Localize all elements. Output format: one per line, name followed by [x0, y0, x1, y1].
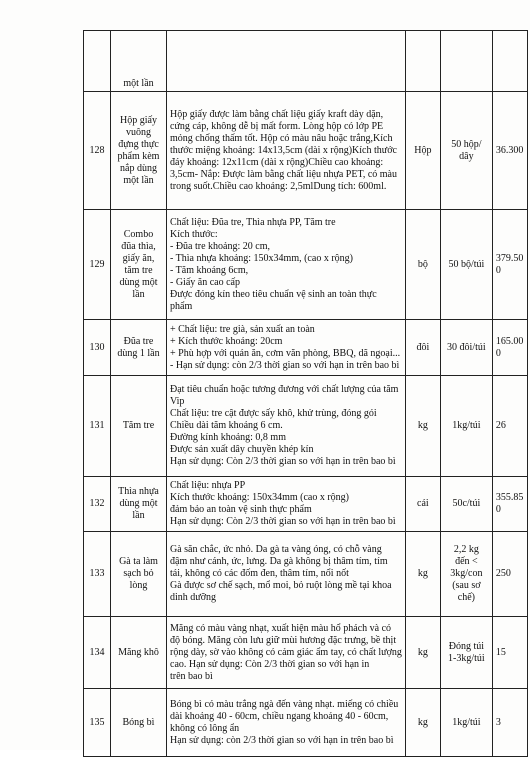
desc-line: độ bóng. Măng còn lưu giữ mùi hương đặc trưng, bề thịt [170, 634, 397, 646]
desc-line: Măng có màu vàng nhạt, xuất hiện màu hổ phách và có [170, 622, 392, 634]
spec-line: đến < [455, 556, 478, 567]
spec-line: 1kg/túi [452, 420, 481, 431]
name-line: đũa thìa, [121, 240, 156, 252]
row-number: 128 [84, 92, 111, 210]
product-name [111, 689, 167, 757]
name-line: tăm tre [124, 264, 153, 276]
name-line: Bóng bì [122, 716, 155, 728]
spec-line: 30 đôi/túi [447, 341, 486, 353]
table-row [84, 31, 528, 92]
unit-price [492, 31, 527, 92]
table-row [84, 376, 528, 477]
desc-line: trên bao bì [170, 670, 213, 682]
unit: kg [405, 617, 440, 689]
desc-line: Hạn sử dụng: còn 2/3 thời gian so với hạn in trên bao bì [170, 734, 394, 746]
name-line: lòng [129, 580, 148, 591]
desc-line: Vip [170, 396, 185, 407]
desc-line: + Phù hợp với quán ăn, cơm văn phòng, BBQ, dã ngoại... [170, 347, 401, 359]
unit: đôi [405, 320, 440, 376]
desc-line: Kích thước: [170, 228, 218, 240]
spec-line: dây [459, 150, 474, 162]
name-line: vuông [126, 126, 151, 138]
unit: cái [405, 477, 440, 532]
desc-line: dài khoảng 40 - 60cm, chiều ngang khoảng 40 - 60cm, [170, 710, 389, 722]
table-row [84, 477, 528, 532]
product-description [167, 376, 406, 477]
packing-spec [440, 92, 492, 210]
packing-spec [440, 210, 492, 320]
desc-line: đảm bảo an toàn vệ sinh thực phẩm [170, 504, 312, 515]
desc-line: rộng dày, sờ vào không có cảm giác ẩm tay, có chất lượng [170, 646, 402, 658]
unit: kg [405, 689, 440, 757]
desc-line: mỏng chống thấm tốt. Hộp có màu nâu hoặc trắng,Kích [170, 132, 393, 144]
packing-spec [440, 532, 492, 617]
desc-line: + Kích thước khoảng: 20cm [170, 335, 283, 347]
name-line: Đũa tre [123, 335, 154, 347]
desc-line: Chất liệu: tre cật được sấy khô, khử trùng, đóng gói [170, 408, 377, 419]
unit-price: 250 [492, 532, 527, 617]
desc-line: thước miệng khoảng: 14x13,5cm (dài x rộng)Kích thước [170, 144, 397, 156]
desc-line: Hạn sử dụng: Còn 2/3 thời gian so với hạn in trên bao bì [170, 516, 396, 527]
packing-spec [440, 689, 492, 757]
desc-line: Được đóng kín theo tiêu chuẩn vệ sinh an toàn thực [170, 288, 377, 300]
name-line: Tăm tre [122, 420, 155, 431]
row-number: 135 [84, 689, 111, 757]
desc-line: Hạn sử dụng: Còn 2/3 thời gian so với hạn in trên bao bì [170, 456, 396, 467]
unit-price: 15 [492, 617, 527, 689]
unit-price: 3 [492, 689, 527, 757]
desc-line: Đường kính khoảng: 0,8 mm [170, 432, 286, 443]
packing-spec [440, 617, 492, 689]
desc-line: Chiều dài tăm khoảng 6 cm. [170, 420, 283, 431]
unit: kg [405, 376, 440, 477]
desc-line: Gà săn chắc, ức nhỏ. Da gà ta vàng óng, có chỗ vàng [170, 544, 382, 555]
product-name [111, 532, 167, 617]
product-name [111, 92, 167, 210]
desc-line: tái, không có các đốm đen, thâm tím, nổi nốt [170, 568, 349, 579]
product-description [167, 617, 406, 689]
product-description [167, 92, 406, 210]
unit-price: 379.500 [492, 210, 527, 320]
product-name [111, 31, 167, 92]
name-line: một lần [123, 174, 154, 186]
desc-line: - Thìa nhựa khoảng: 150x34mm, (cao x rộng) [170, 252, 353, 264]
desc-line: - Đũa tre khoảng: 20 cm, [170, 240, 270, 252]
table-row [84, 617, 528, 689]
desc-line: Kích thước khoảng: 150x34mm (cao x rộng) [170, 492, 350, 503]
row-number [84, 31, 111, 92]
desc-line: - Tăm khoảng 6cm, [170, 264, 249, 276]
unit: Hộp [405, 92, 440, 210]
spec-line: 1-3kg/túi [448, 652, 485, 664]
name-line: dùng một [119, 276, 158, 288]
row-number: 134 [84, 617, 111, 689]
name-line: Thìa nhựa [118, 486, 159, 497]
name-line: dùng một [119, 498, 158, 509]
product-description [167, 320, 406, 376]
product-spec-table [83, 30, 528, 757]
desc-line: cứng cáp, không dễ bị mất form. Lòng hộp có lớp PE [170, 120, 384, 132]
desc-line: Hộp giấy được làm bằng chất liệu giấy kraft dày dặn, [170, 108, 384, 120]
desc-line: 3,5cm- Nắp: Được làm bằng chất liệu nhựa PET, có màu [170, 168, 397, 180]
product-name [111, 210, 167, 320]
product-description [167, 477, 406, 532]
desc-line: - Giấy ăn cao cấp [170, 276, 240, 288]
spec-line: 50 bộ/túi [448, 258, 485, 270]
product-name [111, 320, 167, 376]
row-number: 130 [84, 320, 111, 376]
product-description [167, 31, 406, 92]
name-line: dùng 1 lần [117, 347, 160, 359]
unit-price: 26 [492, 376, 527, 477]
name-line: sạch bỏ [123, 568, 154, 579]
packing-spec [440, 320, 492, 376]
desc-line: + Chất liệu: tre già, sản xuất an toàn [170, 323, 315, 335]
name-line: nắp dùng [120, 162, 157, 174]
row-number: 129 [84, 210, 111, 320]
name-line: lần [132, 288, 145, 300]
unit: kg [405, 532, 440, 617]
spec-line: (sau sơ [452, 580, 481, 591]
spec-line: 50 hộp/ [451, 138, 482, 150]
unit [405, 31, 440, 92]
name-line: một lần [123, 78, 154, 89]
unit-price: 355.850 [492, 477, 527, 532]
desc-line: phẩm [170, 300, 193, 312]
desc-line: - Hạn sử dụng: còn 2/3 thời gian so với hạn in trên bao bì [170, 359, 400, 371]
table-row [84, 92, 528, 210]
name-line: Hộp giấy [120, 114, 157, 126]
unit: bộ [405, 210, 440, 320]
spec-line: 1kg/túi [452, 716, 481, 728]
spec-line: 3kg/con [450, 568, 483, 579]
unit-price: 165.000 [492, 320, 527, 376]
desc-line: trong suốt.Chiều cao khoảng: 2,5mlDung tích: 600ml. [170, 180, 387, 192]
row-number: 131 [84, 376, 111, 477]
product-description [167, 210, 406, 320]
row-number: 132 [84, 477, 111, 532]
packing-spec [440, 31, 492, 92]
product-name [111, 376, 167, 477]
desc-line: cao. Hạn sử dụng: Còn 2/3 thời gian so với hạn in [170, 658, 370, 670]
spec-line: Đóng túi [448, 640, 484, 652]
product-description [167, 689, 406, 757]
name-line: Combo [123, 228, 154, 240]
unit-price: 36.300 [492, 92, 527, 210]
spec-line: chế) [457, 592, 475, 603]
row-number: 133 [84, 532, 111, 617]
desc-line: Đạt tiêu chuẩn hoặc tương đương với chất lượng của tăm [170, 384, 399, 395]
name-line: Gà ta làm [119, 556, 158, 567]
packing-spec [440, 376, 492, 477]
desc-line: Chất liệu: nhựa PP [170, 480, 246, 491]
desc-line: Chất liệu: Đũa tre, Thìa nhựa PP, Tăm tre [170, 216, 336, 228]
table-row [84, 210, 528, 320]
table-row [84, 689, 528, 757]
table-row [84, 532, 528, 617]
spec-line: 2,2 kg [453, 544, 479, 555]
name-line: phẩm kèm [117, 150, 160, 162]
desc-line: Gà được sơ chế sạch, mổ moi, bỏ ruột lòng mề tại khoa [170, 580, 392, 591]
table-row [84, 320, 528, 376]
desc-line: không có lông ẩn [170, 722, 240, 734]
desc-line: Được sản xuất dây chuyền khép kín [170, 444, 314, 455]
product-name [111, 477, 167, 532]
desc-line: dinh dưỡng [170, 592, 216, 603]
desc-line: Bóng bì có màu trắng ngà đến vàng nhạt. miếng có chiều [170, 698, 399, 710]
name-line: đựng thực [118, 138, 159, 150]
name-line: Măng khô [118, 646, 159, 658]
product-description [167, 532, 406, 617]
desc-line: đậm như cánh, ức, lưng. Da gà không bị thâm tím, tím [170, 556, 388, 567]
desc-line: đáy khoảng: 12x11cm (dài x rộng)Chiều cao khoảng: [170, 156, 384, 168]
name-line: giấy ăn, [122, 252, 155, 264]
spec-line: 50c/túi [452, 498, 481, 509]
name-line: lần [132, 510, 145, 521]
packing-spec [440, 477, 492, 532]
product-name [111, 617, 167, 689]
